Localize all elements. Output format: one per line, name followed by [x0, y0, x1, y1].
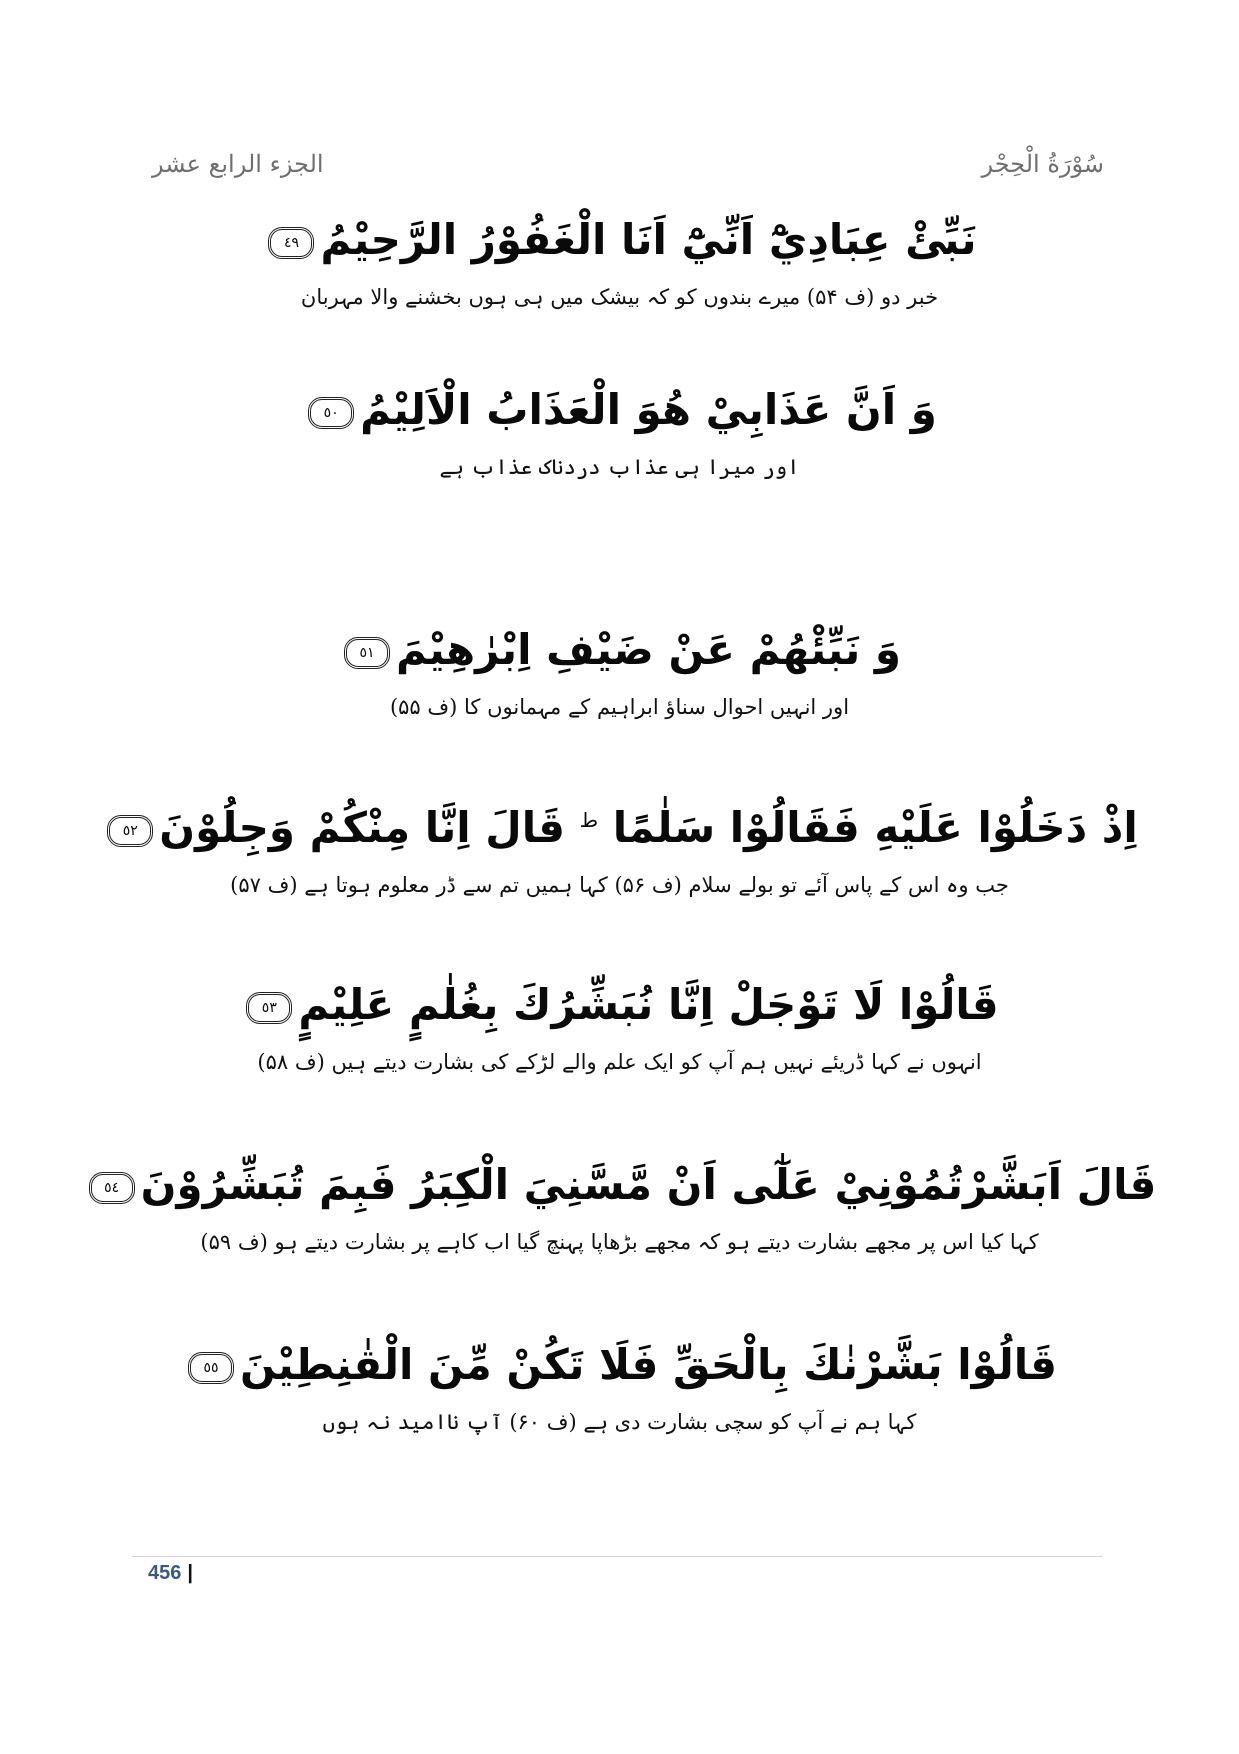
arabic-text: اِذْ دَخَلُوْا عَلَيْهِ فَقَالُوْا سَلٰمًا $^ط$ قَالَ اِنَّا مِنْكُمْ وَجِلُوْنَ٥٢	[0, 790, 1239, 858]
waqf-sign: ط	[579, 808, 599, 832]
ayah-number-marker: ٥٣	[246, 992, 292, 1024]
page-number-separator: |	[187, 1562, 193, 1584]
verse-55	[0, 1335, 1239, 1439]
ayah-number-marker: ٤٩	[268, 227, 314, 259]
urdu-translation: اور میرا ہی عذاب دردناک عذاب ہے	[439, 455, 800, 479]
verse-49	[0, 210, 1239, 314]
verse-52	[0, 790, 1239, 902]
footer-divider	[132, 1556, 1102, 1557]
ayah-number-marker: ٥٥	[188, 1352, 234, 1384]
urdu-translation: انہوں نے کہا ڈریئے نہیں ہم آپ کو ایک علم والے لڑکے کی بشارت دیتے ہیں (ف ۵۸)	[257, 1050, 982, 1074]
urdu-translation: جب وہ اس کے پاس آئے تو بولے سلام (ف ۵۶) کہا ہمیں تم سے ڈر معلوم ہوتا ہے (ف ۵۷)	[230, 873, 1009, 897]
ayah-number-marker: ٥٤	[89, 1172, 135, 1204]
arabic-text: قَالُوْا بَشَّرْنٰكَ بِالْحَقِّ فَلَا تَكُنْ مِّنَ الْقٰنِطِيْنَ٥٥	[0, 1335, 1239, 1395]
urdu-translation: کہا ہم نے آپ کو سچی بشارت دی ہے (ف ۶۰) آپ ناامید نہ ہوں	[322, 1410, 917, 1434]
surah-name-header: سُوْرَةُ الْحِجْر	[981, 150, 1104, 178]
page-number	[148, 1562, 193, 1585]
page-number-value: 456	[148, 1562, 182, 1584]
arabic-text: وَ نَبِّئْهُمْ عَنْ ضَيْفِ اِبْرٰهِيْمَ٥١	[0, 620, 1239, 680]
arabic-text: قَالُوْا لَا تَوْجَلْ اِنَّا نُبَشِّرُكَ بِغُلٰمٍ عَلِيْمٍ٥٣	[0, 975, 1239, 1035]
urdu-translation: خبر دو (ف ۵۴) میرے بندوں کو کہ بیشک میں ہی ہوں بخشنے والا مہربان	[300, 285, 939, 309]
arabic-text: قَالَ اَبَشَّرْتُمُوْنِيْ عَلٰٓى اَنْ مَّسَّنِيَ الْكِبَرُ فَبِمَ تُبَشِّرُوْنَ٥٤	[0, 1155, 1239, 1215]
arabic-text: وَ اَنَّ عَذَابِيْ هُوَ الْعَذَابُ الْاَلِيْمُ٥٠	[0, 380, 1239, 440]
verse-54	[0, 1155, 1239, 1259]
ayah-number-marker: ٥٠	[308, 397, 354, 429]
verse-50	[0, 380, 1239, 484]
verse-53	[0, 975, 1239, 1079]
ayah-number-marker: ٥١	[344, 637, 390, 669]
urdu-translation: کہا کیا اس پر مجھے بشارت دیتے ہو کہ مجھے بڑھاپا پہنچ گیا اب کاہے پر بشارت دیتے ہو (ف ۵۹)	[200, 1230, 1039, 1254]
verse-51	[0, 620, 1239, 724]
ayah-number-marker: ٥٢	[107, 815, 153, 847]
urdu-translation: اور انہیں احوال سناؤ ابراہیم کے مہمانوں کا (ف ۵۵)	[389, 695, 850, 719]
arabic-text: نَبِّئْ عِبَادِيْٓ اَنِّيْٓ اَنَا الْغَفُوْرُ الرَّحِيْمُ٤٩	[0, 210, 1239, 270]
juz-name-header: الجزء الرابع عشر	[152, 150, 324, 178]
